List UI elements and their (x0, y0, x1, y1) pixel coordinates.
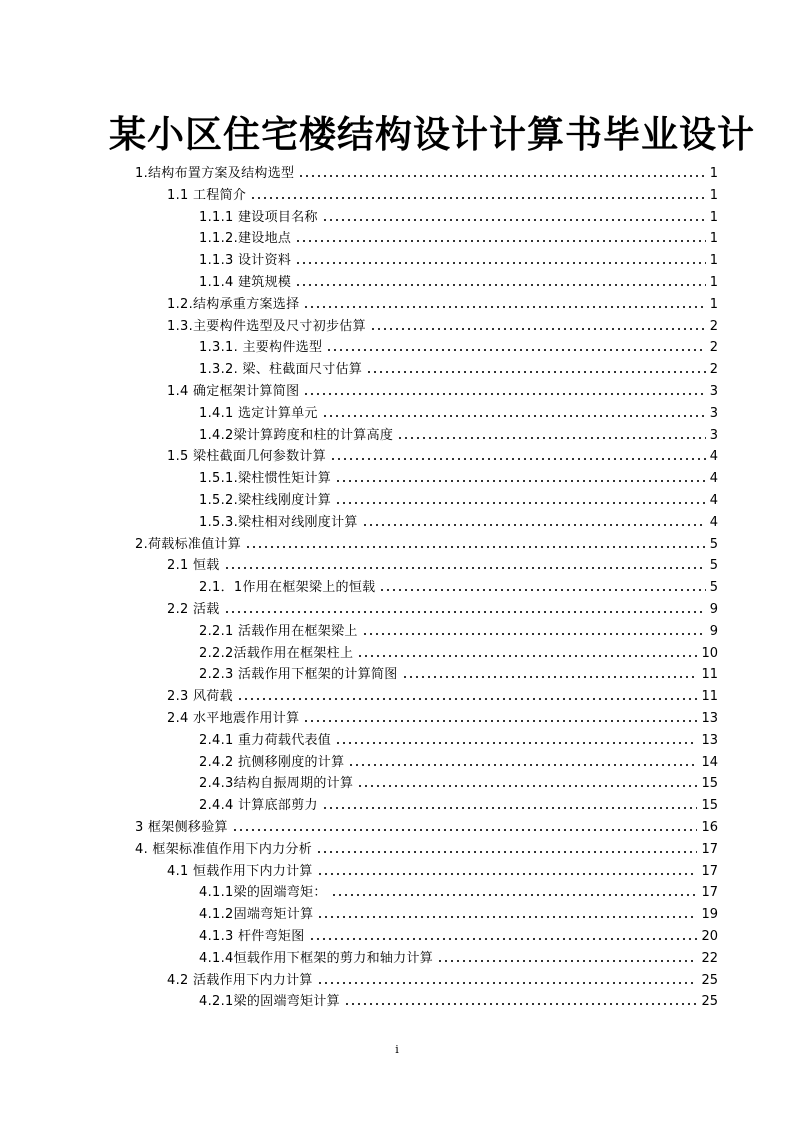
toc-entry-label: 2.1．1作用在框架梁上的恒载 (199, 580, 376, 596)
toc-entry-level-2[interactable] (167, 553, 718, 575)
toc-dot-leader (397, 436, 706, 440)
toc-entry-label: 3 框架侧移验算 (135, 820, 228, 835)
toc-entry-level-2[interactable] (167, 444, 718, 466)
toc-entry-level-3[interactable] (199, 248, 718, 270)
toc-entry-label: 1.1.4 建筑规模 (199, 275, 292, 290)
toc-entry-level-3[interactable] (199, 423, 718, 445)
toc-entry-label: 2.1 恒载 (167, 558, 220, 574)
toc-entry-level-2[interactable] (167, 684, 718, 706)
toc-dot-leader (245, 545, 706, 549)
toc-entry-page-number: 5 (709, 558, 718, 574)
toc-entry-label: 1.2.结构承重方案选择 (167, 296, 300, 312)
toc-entry-label: 4.2.1梁的固端弯矩计算 (199, 994, 340, 1010)
toc-entry-page-number: 3 (709, 405, 718, 421)
toc-entry-page-number: 13 (701, 711, 718, 726)
toc-entry-level-1[interactable] (135, 837, 718, 859)
toc-dot-leader (335, 741, 697, 745)
toc-dot-leader (295, 283, 706, 287)
toc-entry-level-3[interactable] (199, 771, 718, 793)
toc-dot-leader (357, 654, 697, 658)
toc-entry-label: 4.1.4恒载作用下框架的剪力和轴力计算 (199, 950, 434, 966)
toc-entry-label: 2.4.2 抗侧移刚度的计算 (199, 754, 345, 770)
toc-dot-leader (316, 850, 697, 854)
toc-dot-leader (335, 479, 706, 483)
toc-entry-label: 1.3.2. 梁、柱截面尺寸估算 (199, 362, 363, 378)
toc-entry-page-number: 25 (701, 994, 718, 1010)
toc-entry-page-number: 4 (709, 514, 718, 530)
toc-entry-level-3[interactable] (199, 205, 718, 227)
toc-entry-level-1[interactable] (135, 161, 718, 183)
toc-dot-leader (317, 915, 697, 919)
toc-entry-level-2[interactable] (167, 183, 718, 205)
toc-dot-leader (366, 370, 706, 374)
toc-entry-level-3[interactable] (199, 989, 718, 1011)
toc-entry-level-3[interactable] (199, 924, 718, 946)
toc-entry-level-3[interactable] (199, 357, 718, 379)
toc-dot-leader (344, 1002, 697, 1006)
toc-entry-label: 2.4 水平地震作用计算 (167, 711, 300, 726)
toc-entry-level-3[interactable] (199, 880, 718, 902)
toc-entry-page-number: 1 (709, 275, 718, 290)
toc-entry-level-2[interactable] (167, 968, 718, 990)
toc-dot-leader (295, 261, 706, 265)
toc-entry-label: 4.1.1梁的固端弯矩： (199, 885, 327, 901)
toc-entry-page-number: 22 (701, 950, 718, 966)
toc-entry-label: 1.5 梁柱截面几何参数计算 (167, 449, 327, 465)
toc-entry-page-number: 3 (709, 384, 718, 399)
toc-entry-page-number: 4 (709, 449, 718, 465)
toc-entry-level-3[interactable] (199, 488, 718, 510)
toc-entry-label: 2.2.2活载作用在框架柱上 (199, 645, 354, 661)
toc-dot-leader (437, 959, 697, 963)
toc-entry-page-number: 5 (709, 580, 718, 596)
toc-entry-level-1[interactable] (135, 815, 718, 837)
toc-entry-level-3[interactable] (199, 793, 718, 815)
document-title: 某小区住宅楼结构设计计算书毕业设计 (109, 112, 755, 156)
toc-entry-level-3[interactable] (199, 641, 718, 663)
toc-entry-page-number: 3 (709, 427, 718, 443)
toc-entry-page-number: 5 (709, 536, 718, 552)
toc-entry-label: 1.结构布置方案及结构选型 (135, 166, 295, 181)
toc-entry-level-3[interactable] (199, 946, 718, 968)
toc-entry-page-number: 17 (701, 863, 718, 879)
toc-dot-leader (370, 327, 706, 331)
page-number: i (395, 1043, 399, 1056)
toc-entry-label: 4.1.3 杆件弯矩图 (199, 929, 305, 944)
toc-dot-leader (322, 218, 706, 222)
toc-entry-label: 1.5.2.梁柱线刚度计算 (199, 493, 332, 508)
toc-entry-page-number: 2 (709, 340, 718, 356)
toc-entry-page-number: 11 (701, 689, 718, 705)
toc-dot-leader (330, 457, 706, 461)
toc-entry-page-number: 1 (709, 231, 718, 247)
toc-entry-page-number: 2 (709, 318, 718, 334)
toc-entry-level-3[interactable] (199, 466, 718, 488)
toc-entry-level-3[interactable] (199, 575, 718, 597)
toc-entry-label: 2.3 风荷载 (167, 689, 233, 705)
toc-entry-page-number: 17 (701, 841, 718, 857)
toc-dot-leader (402, 675, 698, 679)
toc-dot-leader (357, 784, 697, 788)
toc-dot-leader (303, 719, 697, 723)
toc-entry-level-3[interactable] (199, 510, 718, 532)
toc-entry-level-3[interactable] (199, 750, 718, 772)
toc-entry-label: 4.1.2固端弯矩计算 (199, 907, 314, 923)
toc-entry-label: 2.2.1 活载作用在框架梁上 (199, 623, 358, 639)
toc-entry-level-2[interactable] (167, 859, 718, 881)
toc-entry-level-3[interactable] (199, 728, 718, 750)
toc-entry-level-3[interactable] (199, 270, 718, 292)
toc-entry-label: 1.4.2梁计算跨度和柱的计算高度 (199, 427, 394, 443)
toc-entry-page-number: 1 (709, 296, 718, 312)
toc-entry-level-2[interactable] (167, 706, 718, 728)
toc-entry-label: 1.1.3 设计资料 (199, 253, 292, 269)
toc-dot-leader (362, 632, 706, 636)
toc-entry-page-number: 11 (701, 667, 718, 683)
toc-entry-label: 1.1.2.建设地点 (199, 231, 292, 247)
toc-entry-label: 1.4 确定框架计算简图 (167, 384, 300, 399)
toc-entry-level-3[interactable] (199, 619, 718, 641)
toc-entry-page-number: 19 (701, 907, 718, 923)
toc-entry-level-3[interactable] (199, 902, 718, 924)
toc-entry-page-number: 9 (709, 623, 718, 639)
toc-entry-label: 2.4.1 重力荷载代表值 (199, 732, 332, 748)
toc-entry-page-number: 4 (709, 471, 718, 487)
toc-dot-leader (232, 828, 698, 832)
toc-dot-leader (317, 981, 698, 985)
toc-entry-level-3[interactable] (199, 335, 718, 357)
toc-dot-leader (326, 348, 705, 352)
toc-entry-label: 2.荷载标准值计算 (135, 536, 242, 552)
toc-entry-label: 4. 框架标准值作用下内力分析 (135, 841, 313, 857)
toc-dot-leader (348, 763, 697, 767)
toc-dot-leader (335, 501, 706, 505)
toc-entry-label: 1.3.主要构件选型及尺寸初步估算 (167, 318, 366, 334)
toc-entry-label: 2.4.4 计算底部剪力 (199, 798, 318, 814)
toc-entry-level-3[interactable] (199, 662, 718, 684)
toc-dot-leader (295, 239, 706, 243)
toc-dot-leader (317, 872, 698, 876)
toc-dot-leader (298, 174, 705, 178)
toc-dot-leader (303, 392, 705, 396)
toc-entry-level-2[interactable] (167, 597, 718, 619)
toc-entry-page-number: 15 (701, 798, 718, 814)
toc-dot-leader (331, 893, 698, 897)
toc-entry-level-2[interactable] (167, 379, 718, 401)
toc-entry-label: 1.5.3.梁柱相对线刚度计算 (199, 514, 358, 530)
toc-entry-label: 1.1.1 建设项目名称 (199, 209, 318, 225)
toc-dot-leader (237, 697, 698, 701)
toc-entry-label: 1.3.1. 主要构件选型 (199, 340, 323, 356)
toc-entry-page-number: 1 (709, 166, 718, 181)
toc-entry-level-3[interactable] (199, 226, 718, 248)
toc-entry-page-number: 2 (709, 362, 718, 378)
toc-entry-level-2[interactable] (167, 292, 718, 314)
toc-entry-page-number: 17 (701, 885, 718, 901)
toc-entry-page-number: 1 (709, 187, 718, 203)
toc-entry-label: 2.4.3结构自振周期的计算 (199, 776, 354, 792)
toc-entry-label: 4.1 恒载作用下内力计算 (167, 863, 313, 879)
toc-entry-level-2[interactable] (167, 314, 718, 336)
toc-entry-page-number: 1 (709, 209, 718, 225)
toc-dot-leader (322, 806, 698, 810)
toc-entry-label: 2.2 活载 (167, 602, 220, 617)
toc-dot-leader (362, 523, 706, 527)
toc-entry-page-number: 9 (709, 602, 718, 617)
toc-entry-label: 2.2.3 活载作用下框架的计算简图 (199, 667, 398, 683)
toc-dot-leader (224, 566, 706, 570)
toc-entry-page-number: 20 (701, 929, 718, 944)
toc-entry-label: 1.1 工程简介 (167, 187, 247, 203)
toc-entry-page-number: 14 (701, 754, 718, 770)
toc-entry-page-number: 4 (709, 493, 718, 508)
toc-entry-level-3[interactable] (199, 401, 718, 423)
toc-entry-page-number: 25 (701, 972, 718, 988)
toc-entry-level-1[interactable] (135, 532, 718, 554)
toc-entry-page-number: 1 (709, 253, 718, 269)
toc-entry-page-number: 13 (701, 732, 718, 748)
toc-dot-leader (224, 610, 706, 614)
toc-dot-leader (379, 588, 705, 592)
toc-entry-page-number: 15 (701, 776, 718, 792)
toc-dot-leader (250, 196, 706, 200)
toc-entry-label: 4.2 活载作用下内力计算 (167, 972, 313, 988)
toc-dot-leader (309, 937, 698, 941)
toc-dot-leader (322, 414, 706, 418)
toc-entry-page-number: 10 (701, 645, 718, 661)
toc-dot-leader (303, 305, 705, 309)
toc-entry-page-number: 16 (701, 820, 718, 835)
toc-entry-label: 1.4.1 选定计算单元 (199, 405, 318, 421)
toc-entry-label: 1.5.1.梁柱惯性矩计算 (199, 471, 332, 487)
